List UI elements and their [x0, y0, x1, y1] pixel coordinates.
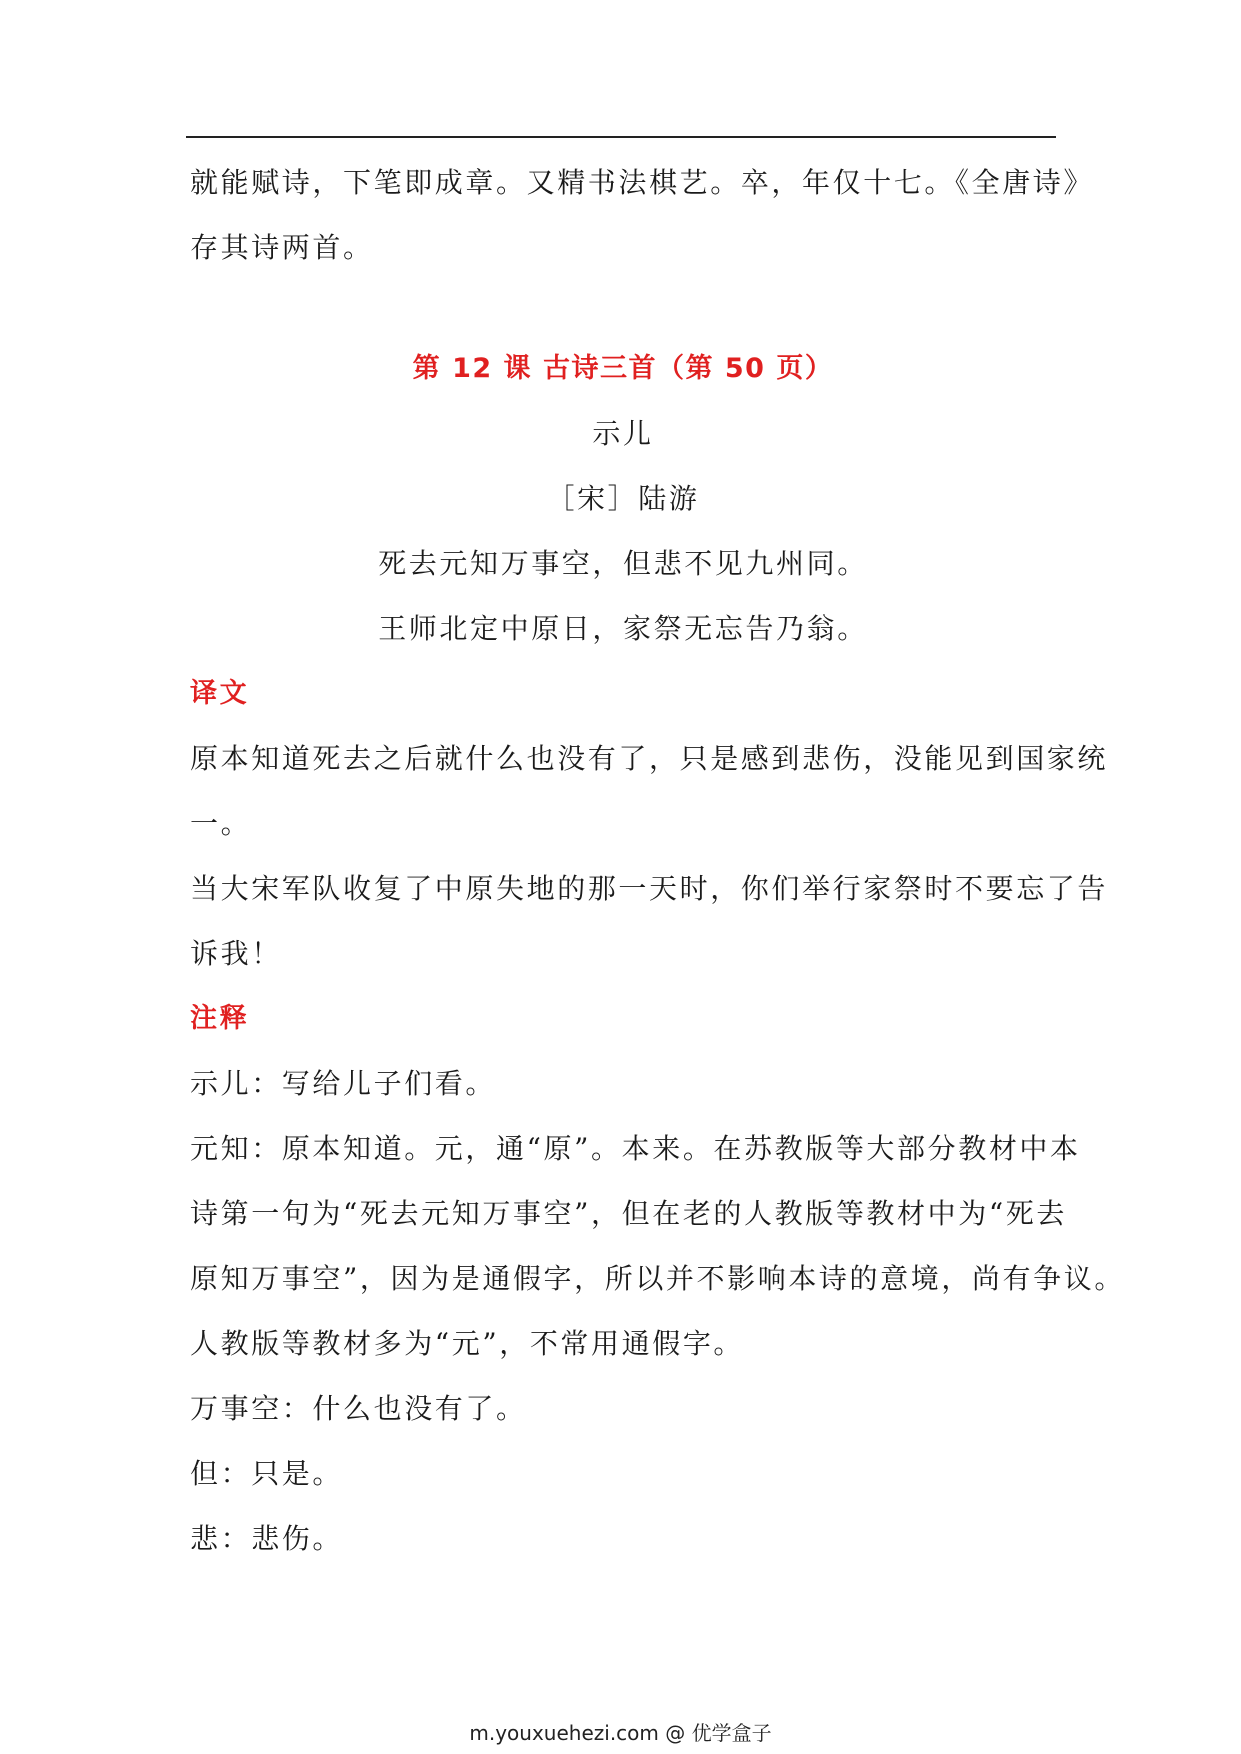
note-line: 原知万事空”，因为是通假字，所以并不影响本诗的意境，尚有争议。 [190, 1262, 1125, 1295]
note-line: 人教版等教材多为“元”，不常用通假字。 [190, 1327, 745, 1360]
intro-line: 就能赋诗，下笔即成章。又精书法棋艺。卒，年仅十七。《全唐诗》 [190, 166, 1095, 199]
footer-watermark: m.youxuehezi.com @ 优学盒子 [469, 1721, 772, 1745]
note-line: 元知：原本知道。元，通“原”。本来。在苏教版等大部分教材中本 [190, 1132, 1081, 1165]
translation-line: 一。 [190, 807, 252, 840]
poem-author: ［宋］陆游 [546, 482, 700, 515]
note-line: 但：只是。 [190, 1457, 344, 1490]
document-body [190, 150, 1125, 1571]
intro-line: 存其诗两首。 [190, 231, 374, 264]
note-line: 悲：悲伤。 [190, 1522, 344, 1555]
notes-heading: 注释 [190, 1003, 250, 1034]
translation-line: 诉我！ [190, 937, 282, 970]
poem-line: 王师北定中原日，家祭无忘告乃翁。 [378, 612, 868, 645]
poem-title: 示儿 [592, 417, 654, 450]
header-rule [186, 136, 1056, 138]
translation-line: 原本知道死去之后就什么也没有了，只是感到悲伤，没能见到国家统 [190, 742, 1109, 775]
translation-heading: 译文 [190, 678, 250, 709]
note-line: 示儿：写给儿子们看。 [190, 1067, 497, 1100]
lesson-title: 第 12 课 古诗三首（第 50 页） [412, 353, 834, 384]
note-line: 诗第一句为“死去元知万事空”，但在老的人教版等教材中为“死去 [190, 1197, 1067, 1230]
poem-line: 死去元知万事空，但悲不见九州同。 [378, 547, 868, 580]
translation-line: 当大宋军队收复了中原失地的那一天时，你们举行家祭时不要忘了告 [190, 872, 1109, 905]
note-line: 万事空：什么也没有了。 [190, 1392, 527, 1425]
